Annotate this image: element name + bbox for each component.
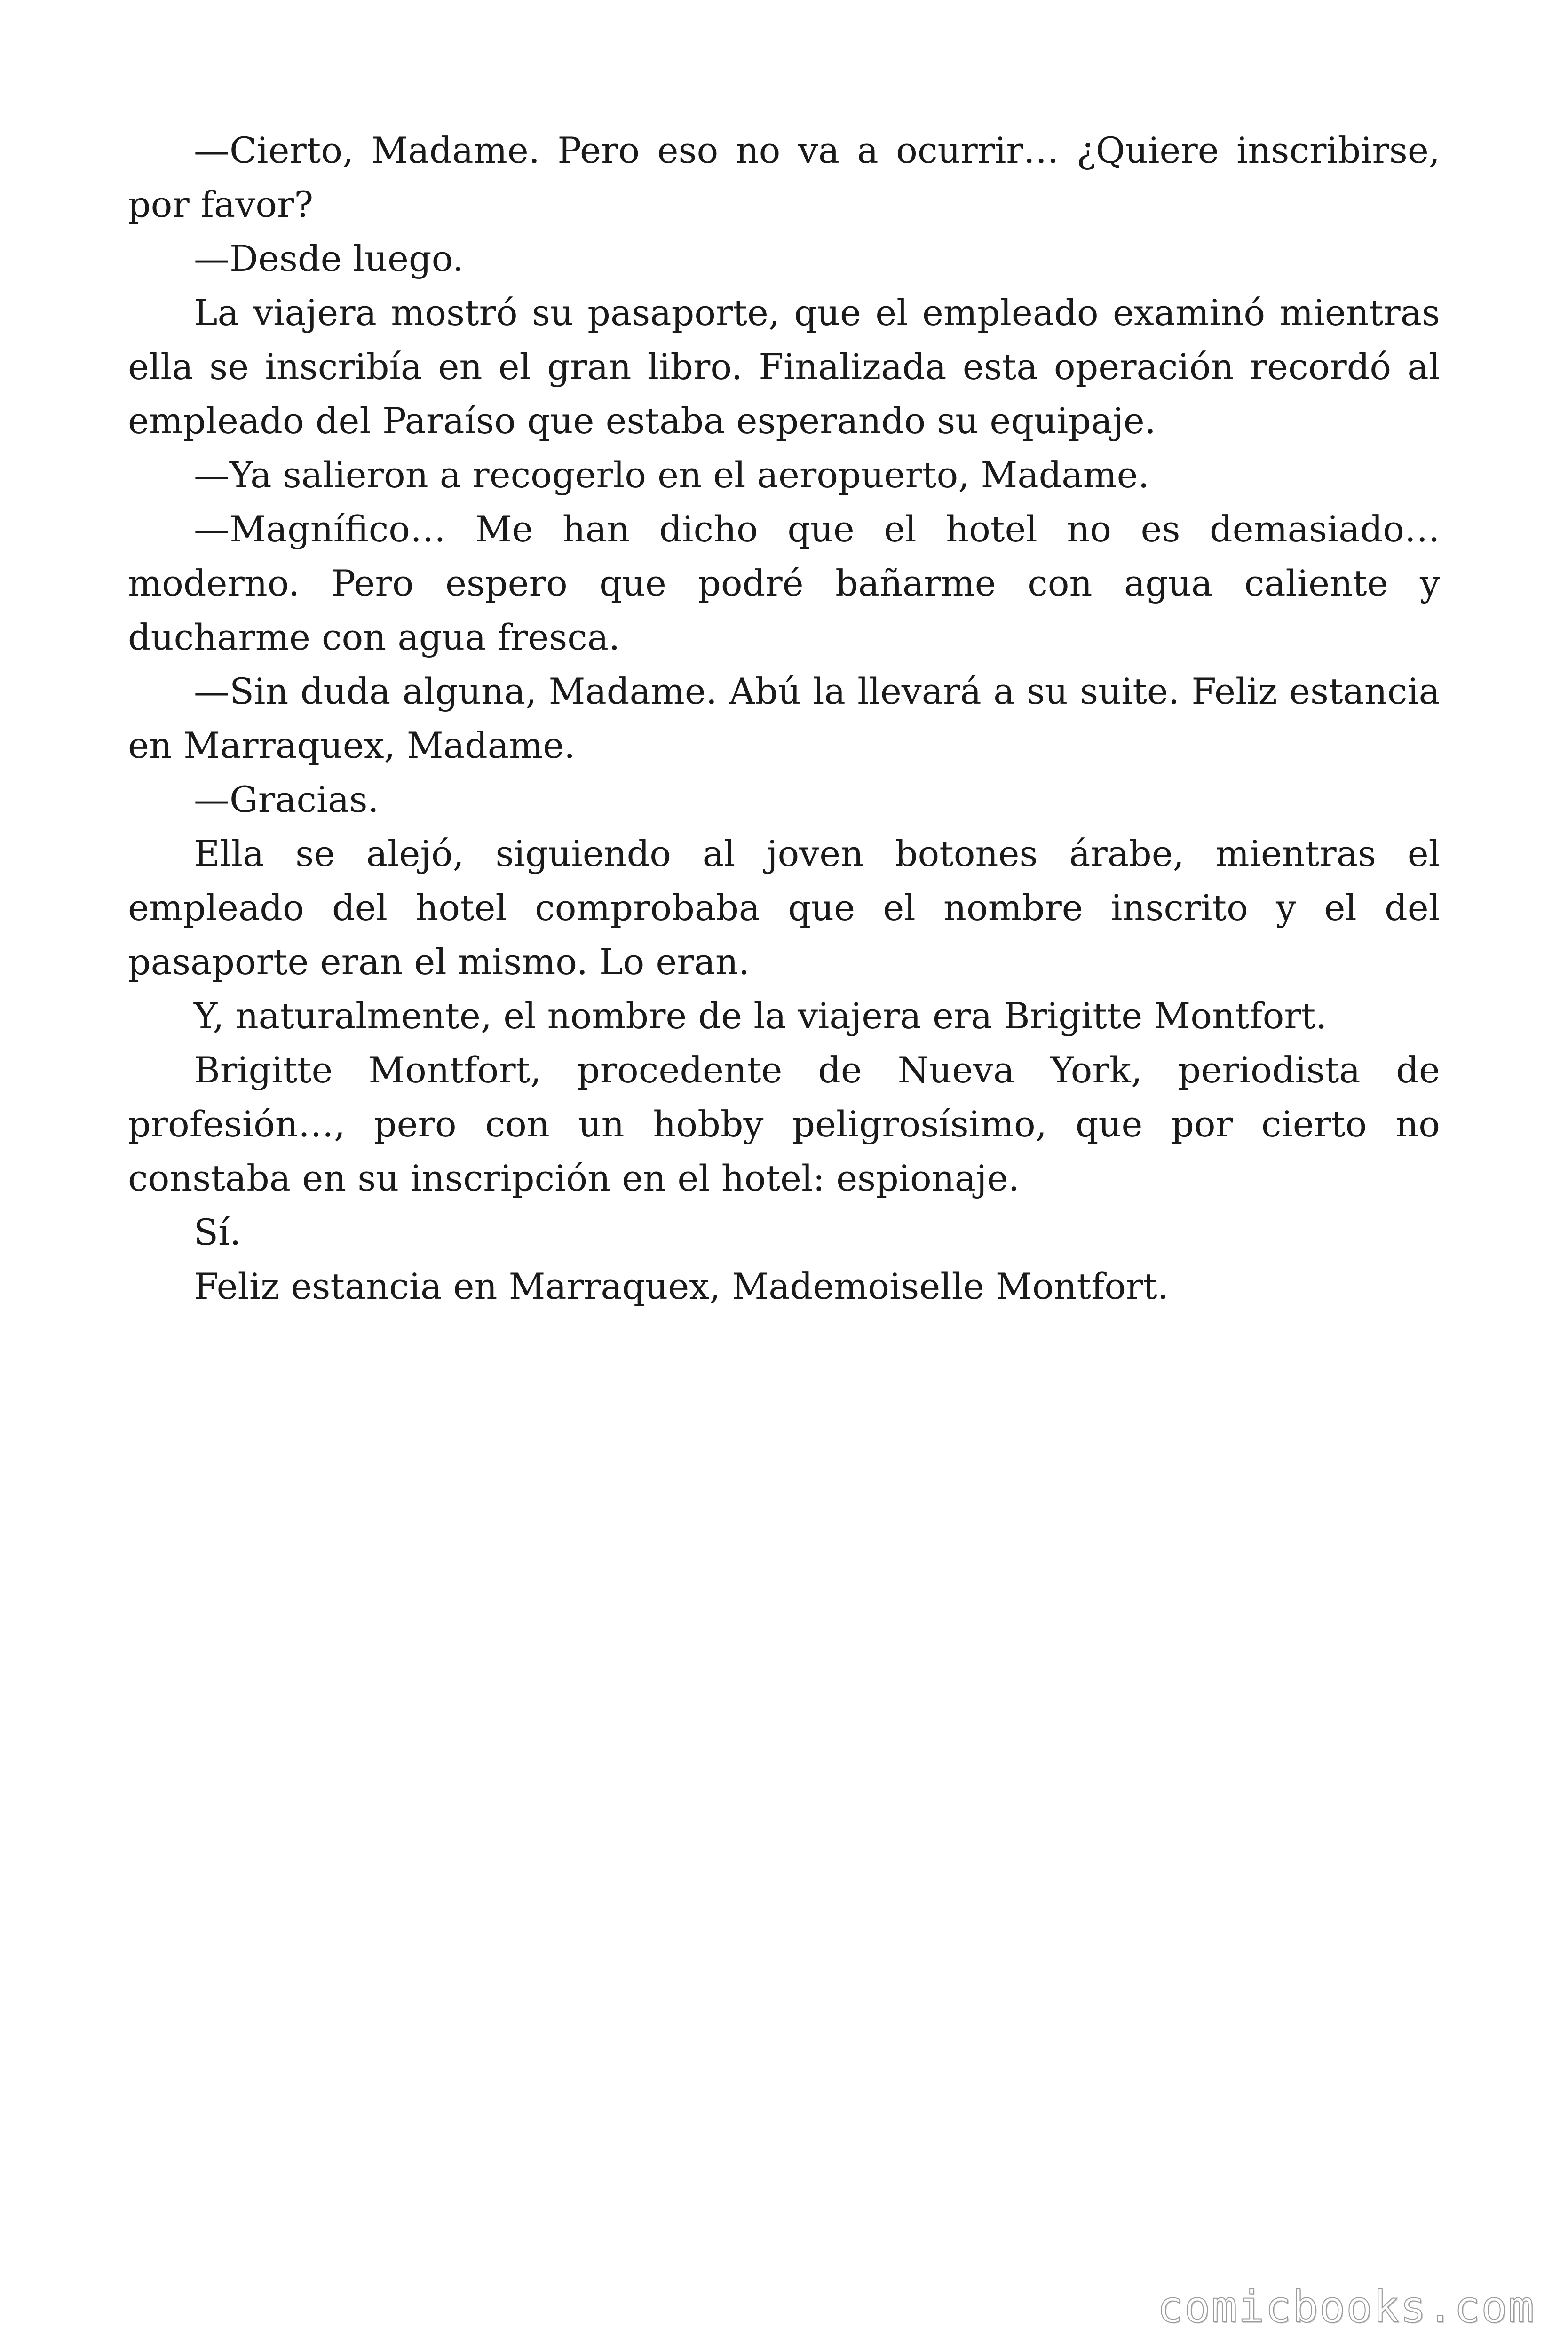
- paragraph: Brigitte Montfort, procedente de Nueva York, periodista de profesión…, pero con un hobby peligrosísimo, que por cierto no constaba en su inscripción en el hotel: espionaje.: [128, 1049, 1440, 1199]
- paragraph: —Gracias.: [194, 779, 379, 820]
- paragraph: —Sin duda alguna, Madame. Abú la llevará a su suite. Feliz estancia en Marraquex, Madame.: [128, 670, 1440, 766]
- paragraph: La viajera mostró su pasaporte, que el empleado examinó mientras ella se inscribía en el gran libro. Finalizada esta operación recordó al empleado del Paraíso que estaba esperando su equipaje.: [128, 292, 1440, 442]
- paragraph: Sí.: [194, 1211, 241, 1253]
- paragraph: —Cierto, Madame. Pero eso no va a ocurrir… ¿Quiere inscribirse, por favor?: [128, 129, 1440, 225]
- paragraph: Y, naturalmente, el nombre de la viajera era Brigitte Montfort.: [194, 995, 1327, 1037]
- paragraph: —Desde luego.: [194, 238, 464, 279]
- paragraph: —Magnífico… Me han dicho que el hotel no es demasiado… moderno. Pero espero que podré bañarme con agua caliente y ducharme con agua fresca.: [128, 508, 1440, 658]
- paragraph: Feliz estancia en Marraquex, Mademoiselle Montfort.: [194, 1265, 1169, 1307]
- paragraph: Ella se alejó, siguiendo al joven botones árabe, mientras el empleado del hotel comprobaba que el nombre inscrito y el del pasaporte eran el mismo. Lo eran.: [128, 833, 1440, 983]
- paragraph: —Ya salieron a recogerlo en el aeropuerto, Madame.: [194, 454, 1149, 496]
- watermark: comicbooks.com: [1157, 2282, 1535, 2332]
- body-text: [128, 123, 1440, 1313]
